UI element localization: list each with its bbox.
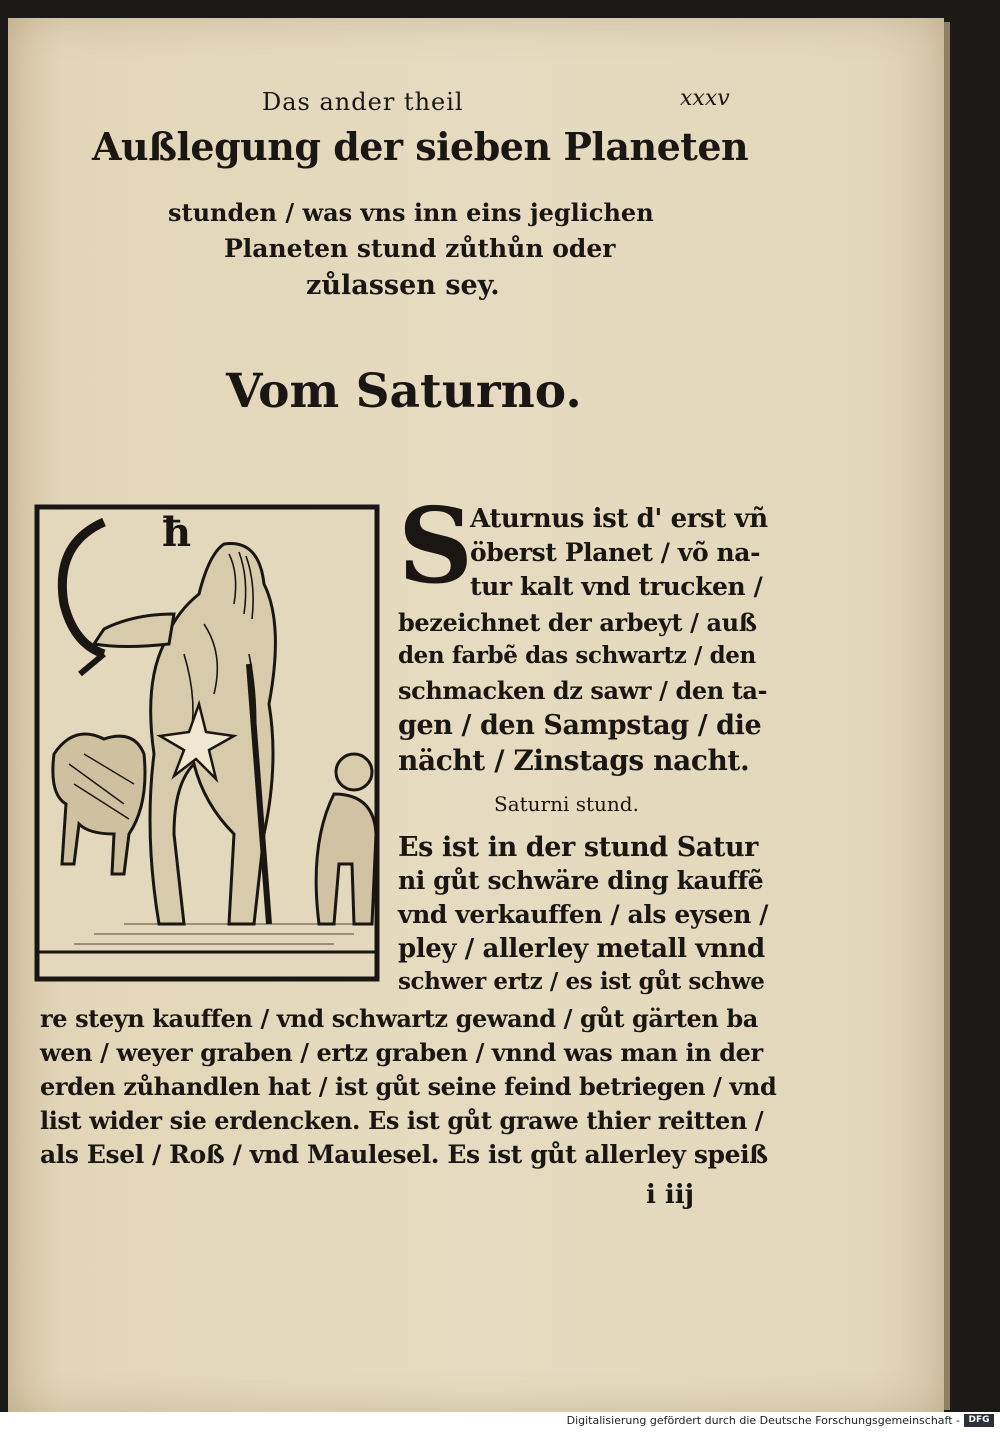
- funding-credit: Digitalisierung gefördert durch die Deutsche Forschungsgemeinschaft -: [566, 1414, 960, 1427]
- text-line: vnd verkauffen / als eysen /: [398, 900, 769, 929]
- chapter-title-line-3: Planeten stund zůthůn oder: [224, 234, 616, 263]
- text-line: Aturnus ist d' erst vñ: [470, 504, 768, 534]
- section-heading: Vom Saturno.: [226, 364, 582, 419]
- chapter-title-line-4: zůlassen sey.: [306, 270, 500, 301]
- page-edge: [944, 22, 950, 1410]
- drop-cap: S: [398, 484, 474, 607]
- folio-number: xxxv: [680, 86, 730, 111]
- saturn-woodcut: [34, 504, 380, 982]
- text-line: ni gůt schwäre ding kauffẽ: [398, 866, 764, 895]
- text-line: bezeichnet der arbeyt / auß: [398, 608, 757, 637]
- saturn-symbol: ħ: [162, 509, 192, 556]
- subheading: Saturni stund.: [494, 792, 639, 816]
- text-line: den farbẽ das schwartz / den: [398, 642, 756, 669]
- running-head: Das ander theil: [262, 88, 464, 116]
- text-line: erden zůhandlen hat / ist gůt seine feind betriegen / vnd: [40, 1072, 777, 1101]
- text-line: öberst Planet / võ na-: [470, 538, 761, 567]
- chapter-title: Außlegung der sieben Planeten: [92, 124, 749, 169]
- text-line: Es ist in der stund Satur: [398, 832, 759, 863]
- chapter-title-line-2: stunden / was vns inn eins jeglichen: [168, 198, 654, 227]
- text-line: gen / den Sampstag / die: [398, 710, 762, 741]
- text-line: schwer ertz / es ist gůt schwe: [398, 968, 765, 995]
- text-line: tur kalt vnd trucken /: [470, 572, 763, 601]
- text-line: list wider sie erdencken. Es ist gůt grawe thier reitten /: [40, 1106, 764, 1135]
- text-line: re steyn kauffen / vnd schwartz gewand / gůt gärten ba: [40, 1004, 758, 1033]
- text-line: wen / weyer graben / ertz graben / vnnd was man in der: [40, 1038, 763, 1067]
- dfg-logo[interactable]: DFG: [964, 1414, 994, 1427]
- text-line: nächt / Zinstags nacht.: [398, 744, 750, 777]
- text-line: als Esel / Roß / vnd Maulesel. Es ist gůt allerley speiß: [40, 1140, 768, 1169]
- text-line: pley / allerley metall vnnd: [398, 934, 765, 964]
- text-line: schmacken dz sawr / den ta-: [398, 676, 768, 705]
- signature-mark: i iij: [646, 1180, 695, 1210]
